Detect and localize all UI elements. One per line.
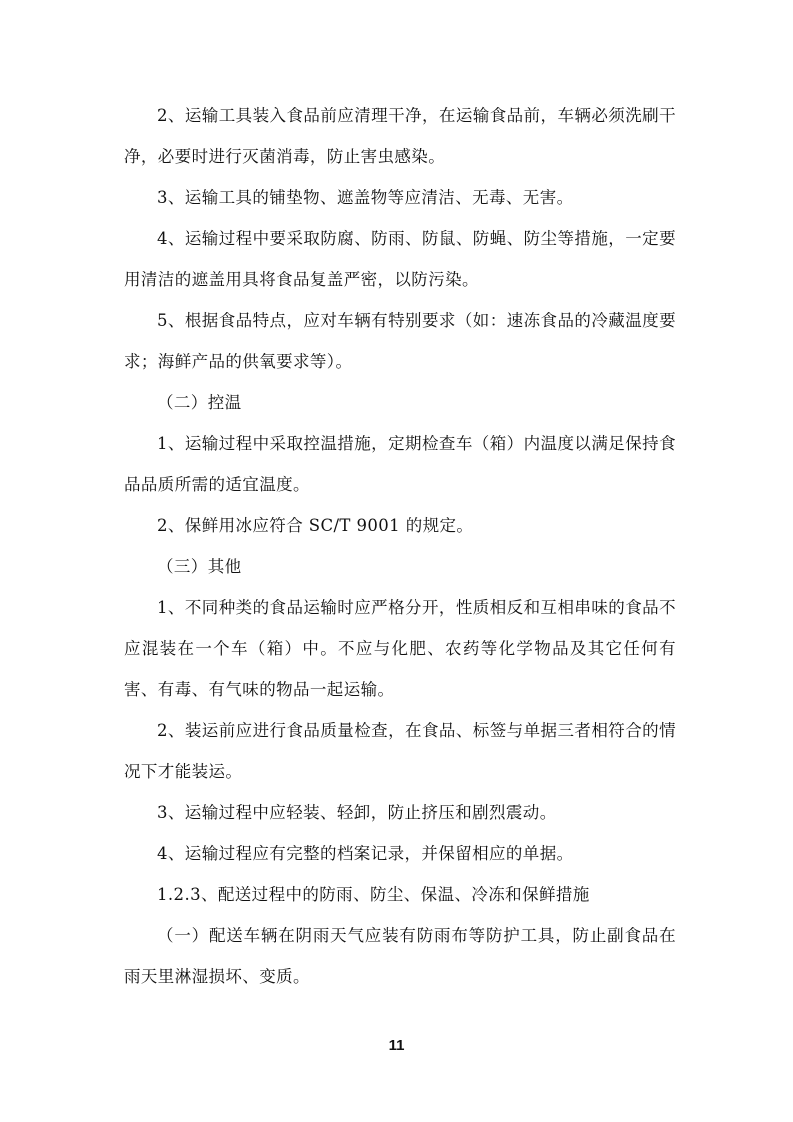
document-body (124, 95, 676, 997)
paragraph-rain-protection: （一）配送车辆在阴雨天气应装有防雨布等防护工具，防止副食品在雨天里淋湿损坏、变质。 (124, 926, 676, 986)
section-heading-delivery-measures: 1.2.3、配送过程中的防雨、防尘、保温、冷冻和保鲜措施 (157, 885, 590, 904)
paragraph-quality-inspection: 2、装运前应进行食品质量检查，在食品、标签与单据三者相符合的情况下才能装运。 (124, 721, 676, 781)
paragraph-covering-materials: 3、运输工具的铺垫物、遮盖物等应清洁、无毒、无害。 (157, 188, 574, 207)
paragraph-temperature-measures: 1、运输过程中采取控温措施，定期检查车（箱）内温度以满足保持食品品质所需的适宜温度。 (124, 434, 676, 494)
paragraph-ice-standard: 2、保鲜用冰应符合 SC/T 9001 的规定。 (157, 516, 474, 535)
paragraph-records: 4、运输过程应有完整的档案记录，并保留相应的单据。 (157, 844, 574, 863)
page-number: 11 (388, 1037, 405, 1054)
paragraph-handling: 3、运输过程中应轻装、轻卸，防止挤压和剧烈震动。 (157, 803, 557, 822)
paragraph-protection-measures: 4、运输过程中要采取防腐、防雨、防鼠、防蝇、防尘等措施，一定要用清洁的遮盖用具将食品复盖严密，以防污染。 (124, 229, 676, 289)
paragraph-vehicle-requirements: 5、根据食品特点，应对车辆有特别要求（如：速冻食品的冷藏温度要求；海鲜产品的供氧要求等）。 (124, 311, 676, 371)
section-heading-temperature-control: （二）控温 (157, 393, 242, 412)
paragraph-separate-transport: 1、不同种类的食品运输时应严格分开，性质相反和互相串味的食品不应混装在一个车（箱）中。不应与化肥、农药等化学物品及其它任何有害、有毒、有气味的物品一起运输。 (124, 598, 676, 699)
paragraph-transport-cleaning: 2、运输工具装入食品前应清理干净，在运输食品前，车辆必须洗刷干净，必要时进行灭菌消毒，防止害虫感染。 (124, 106, 676, 166)
section-heading-other: （三）其他 (157, 557, 242, 576)
